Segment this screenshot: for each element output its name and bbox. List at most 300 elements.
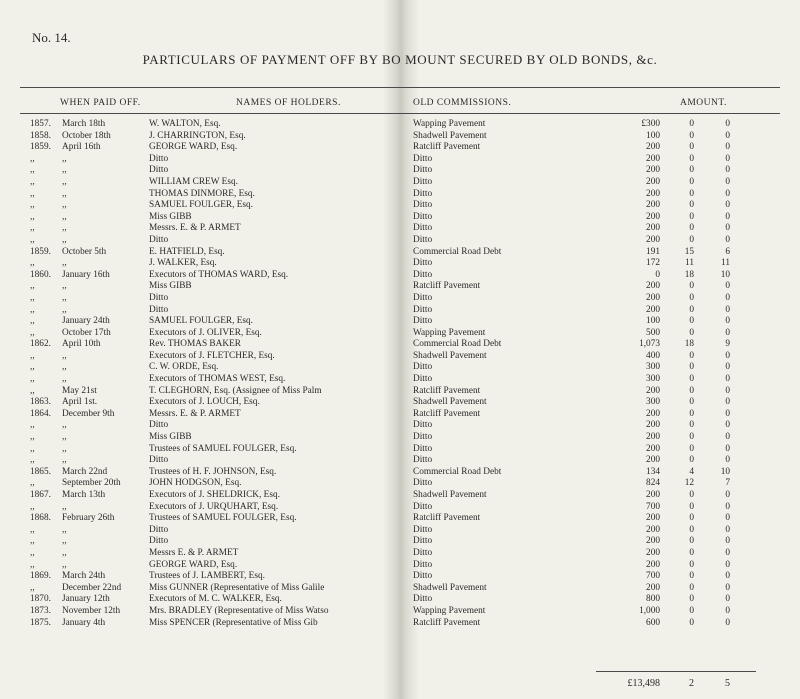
row-shillings: 15 [684, 246, 694, 257]
row-date: ,, [62, 501, 67, 512]
row-year: ,, [30, 478, 35, 489]
row-date: March 18th [62, 119, 106, 129]
row-holder-name: WILLIAM CREW Esq. [149, 176, 238, 187]
row-holder-name: Rev. THOMAS BAKER [149, 339, 241, 350]
row-year: ,, [30, 582, 35, 593]
table-row [0, 281, 800, 293]
row-pounds: 824 [646, 478, 660, 489]
row-pence: 0 [725, 432, 730, 443]
row-pounds: 200 [646, 547, 660, 558]
row-pence: 0 [725, 536, 730, 547]
row-date: ,, [62, 200, 67, 211]
row-pence: 0 [725, 362, 730, 373]
row-holder-name: Ditto [149, 420, 169, 431]
row-pounds: 700 [646, 501, 660, 512]
row-pounds: 134 [646, 466, 660, 477]
row-year: ,, [30, 455, 35, 466]
row-pence: 0 [725, 524, 730, 535]
table-row [0, 374, 800, 386]
row-pence: 0 [725, 211, 730, 222]
row-date: ,, [62, 536, 67, 547]
row-holder-name: Executors of J. FLETCHER, Esq. [149, 350, 275, 361]
row-pounds: 200 [646, 188, 660, 199]
row-pence: 6 [725, 246, 730, 257]
row-shillings: 0 [689, 455, 694, 466]
row-pence: 0 [725, 501, 730, 512]
row-commission: Ditto [413, 571, 433, 582]
row-pence: 0 [725, 617, 730, 628]
row-holder-name: Ditto [149, 165, 169, 176]
row-year: ,, [30, 316, 35, 327]
row-year: ,, [30, 420, 35, 431]
row-date: ,, [62, 420, 67, 431]
row-commission: Ditto [413, 547, 433, 558]
table-row [0, 293, 800, 305]
table-row [0, 223, 800, 235]
row-shillings: 18 [684, 339, 694, 350]
row-commission: Ditto [413, 374, 433, 385]
row-year: 1859. [30, 142, 51, 153]
row-pounds: £300 [641, 119, 660, 129]
table-row [0, 502, 800, 514]
row-pounds: 200 [646, 292, 660, 303]
row-pence: 0 [725, 350, 730, 361]
row-commission: Ditto [413, 153, 433, 164]
row-year: ,, [30, 188, 35, 199]
row-date: November 12th [62, 605, 121, 616]
row-pence: 0 [725, 130, 730, 141]
row-commission: Ditto [413, 188, 433, 199]
row-pence: 0 [725, 397, 730, 408]
row-year: ,, [30, 432, 35, 443]
row-holder-name: Mrs. BRADLEY (Representative of Miss Watso [149, 605, 329, 616]
row-pounds: 200 [646, 420, 660, 431]
row-pence: 0 [725, 408, 730, 419]
table-row [0, 478, 800, 490]
row-pence: 0 [725, 605, 730, 616]
table-row [0, 548, 800, 560]
row-shillings: 0 [689, 142, 694, 153]
row-date: ,, [62, 258, 67, 269]
row-commission: Ditto [413, 362, 433, 373]
row-pounds: 200 [646, 443, 660, 454]
row-pence: 10 [720, 269, 730, 280]
row-date: ,, [62, 350, 67, 361]
row-year: 1868. [30, 513, 51, 524]
row-pounds: 200 [646, 153, 660, 164]
row-holder-name: Executors of THOMAS WEST, Esq. [149, 374, 286, 385]
table-row [0, 467, 800, 479]
row-commission: Wapping Pavement [413, 327, 486, 338]
table-row [0, 200, 800, 212]
table-row [0, 583, 800, 595]
row-shillings: 18 [684, 269, 694, 280]
row-pounds: 191 [646, 246, 660, 257]
row-commission: Ditto [413, 594, 433, 605]
row-year: ,, [30, 281, 35, 292]
total-pence: 5 [725, 678, 730, 689]
row-commission: Commercial Road Debt [413, 466, 502, 477]
header-when: WHEN PAID OFF. [60, 98, 141, 108]
row-commission: Ditto [413, 200, 433, 211]
row-year: 1863. [30, 397, 51, 408]
row-holder-name: Executors of J. LOUCH, Esq. [149, 397, 260, 408]
row-pounds: 1,073 [639, 339, 660, 350]
row-shillings: 0 [689, 350, 694, 361]
row-date: ,, [62, 188, 67, 199]
table-row [0, 594, 800, 606]
row-holder-name: Ditto [149, 292, 169, 303]
row-shillings: 0 [689, 397, 694, 408]
row-year: ,, [30, 304, 35, 315]
row-pounds: 700 [646, 571, 660, 582]
row-holder-name: Ditto [149, 304, 169, 315]
row-date: January 4th [62, 617, 106, 628]
row-pounds: 400 [646, 350, 660, 361]
row-holder-name: Trustees of H. F. JOHNSON, Esq. [149, 466, 277, 477]
table-row [0, 490, 800, 502]
row-pence: 0 [725, 443, 730, 454]
payments-table [0, 119, 800, 629]
row-shillings: 0 [689, 153, 694, 164]
row-commission: Shadwell Pavement [413, 397, 487, 408]
table-row [0, 328, 800, 340]
row-date: ,, [62, 559, 67, 570]
row-holder-name: Executors of M. C. WALKER, Esq. [149, 594, 282, 605]
row-shillings: 4 [689, 466, 694, 477]
row-date: March 24th [62, 571, 106, 582]
row-pounds: 200 [646, 455, 660, 466]
row-commission: Commercial Road Debt [413, 246, 502, 257]
row-commission: Ditto [413, 269, 433, 280]
row-pounds: 200 [646, 234, 660, 245]
row-date: March 13th [62, 490, 106, 500]
table-row [0, 455, 800, 467]
row-pence: 0 [725, 385, 730, 396]
row-pence: 0 [725, 153, 730, 164]
row-commission: Ratcliff Pavement [413, 408, 481, 419]
row-pounds: 600 [646, 617, 660, 628]
row-pounds: 200 [646, 165, 660, 176]
header-names: NAMES OF HOLDERS. [236, 98, 341, 108]
row-holder-name: Ditto [149, 153, 169, 164]
row-shillings: 0 [689, 513, 694, 524]
row-commission: Shadwell Pavement [413, 582, 487, 593]
row-date: ,, [62, 281, 67, 292]
row-holder-name: Executors of J. URQUHART, Esq. [149, 501, 279, 512]
table-row [0, 305, 800, 317]
row-holder-name: Executors of THOMAS WARD, Esq. [149, 269, 289, 280]
row-year: ,, [30, 292, 35, 303]
table-row [0, 258, 800, 270]
row-commission: Ditto [413, 536, 433, 547]
row-date: September 20th [62, 478, 121, 489]
row-shillings: 0 [689, 559, 694, 570]
row-commission: Ditto [413, 165, 433, 176]
row-date: January 24th [62, 316, 110, 327]
row-shillings: 0 [689, 443, 694, 454]
row-date: ,, [62, 362, 67, 373]
row-pounds: 200 [646, 211, 660, 222]
row-date: ,, [62, 211, 67, 222]
row-pounds: 100 [646, 316, 660, 327]
row-shillings: 0 [689, 582, 694, 593]
row-holder-name: E. HATFIELD, Esq. [149, 246, 225, 257]
header-amount: AMOUNT. [680, 98, 727, 108]
row-year: ,, [30, 153, 35, 164]
table-row [0, 119, 800, 131]
row-pence: 0 [725, 119, 730, 129]
row-year: ,, [30, 211, 35, 222]
row-date: October 5th [62, 246, 107, 257]
row-commission: Ditto [413, 524, 433, 535]
row-year: ,, [30, 362, 35, 373]
table-row [0, 513, 800, 525]
row-shillings: 0 [689, 223, 694, 234]
row-year: ,, [30, 350, 35, 361]
table-row [0, 177, 800, 189]
row-pence: 11 [721, 258, 730, 269]
table-row [0, 270, 800, 282]
row-shillings: 0 [689, 304, 694, 315]
header-commissions: OLD COMMISSIONS. [413, 98, 512, 108]
row-date: April 1st. [62, 397, 98, 408]
row-shillings: 0 [689, 211, 694, 222]
total-shillings: 2 [689, 678, 694, 689]
row-year: ,, [30, 200, 35, 211]
row-year: 1869. [30, 571, 51, 582]
table-row [0, 351, 800, 363]
row-commission: Ditto [413, 443, 433, 454]
row-shillings: 0 [689, 594, 694, 605]
row-pounds: 200 [646, 223, 660, 234]
row-pence: 0 [725, 374, 730, 385]
row-shillings: 0 [689, 234, 694, 245]
table-row [0, 525, 800, 537]
row-date: February 26th [62, 513, 115, 524]
row-pounds: 300 [646, 362, 660, 373]
row-pence: 0 [725, 304, 730, 315]
row-holder-name: Ditto [149, 524, 169, 535]
row-holder-name: Messrs. E. & P. ARMET [149, 223, 241, 234]
row-date: October 18th [62, 130, 111, 141]
row-commission: Ditto [413, 455, 433, 466]
row-commission: Ratcliff Pavement [413, 617, 481, 628]
row-commission: Ditto [413, 559, 433, 570]
row-year: ,, [30, 559, 35, 570]
table-row [0, 618, 800, 630]
row-holder-name: J. CHARRINGTON, Esq. [149, 130, 246, 141]
row-date: October 17th [62, 327, 111, 338]
row-date: ,, [62, 292, 67, 303]
row-pence: 0 [725, 223, 730, 234]
row-pence: 0 [725, 281, 730, 292]
row-year: 1862. [30, 339, 51, 350]
row-pence: 0 [725, 559, 730, 570]
row-commission: Commercial Road Debt [413, 339, 502, 350]
row-commission: Wapping Pavement [413, 605, 486, 616]
row-year: ,, [30, 258, 35, 269]
table-row [0, 386, 800, 398]
row-pence: 0 [725, 234, 730, 245]
row-year: ,, [30, 385, 35, 396]
row-year: ,, [30, 223, 35, 234]
row-commission: Ratcliff Pavement [413, 513, 481, 524]
row-holder-name: Trustees of SAMUEL FOULGER, Esq. [149, 513, 297, 524]
row-shillings: 0 [689, 176, 694, 187]
table-row [0, 409, 800, 421]
row-holder-name: T. CLEGHORN, Esq. (Assignee of Miss Palm [149, 385, 322, 396]
row-pounds: 200 [646, 200, 660, 211]
row-pounds: 200 [646, 536, 660, 547]
row-holder-name: THOMAS DINMORE, Esq. [149, 188, 255, 199]
row-pounds: 200 [646, 490, 660, 500]
table-row [0, 571, 800, 583]
row-shillings: 0 [689, 420, 694, 431]
row-commission: Shadwell Pavement [413, 350, 487, 361]
row-holder-name: W. WALTON, Esq. [149, 119, 221, 129]
row-commission: Ditto [413, 223, 433, 234]
table-row [0, 142, 800, 154]
table-row [0, 362, 800, 374]
row-year: 1865. [30, 466, 51, 477]
row-commission: Wapping Pavement [413, 119, 486, 129]
row-pounds: 500 [646, 327, 660, 338]
row-year: ,, [30, 536, 35, 547]
row-shillings: 0 [689, 571, 694, 582]
row-year: 1858. [30, 130, 51, 141]
row-date: January 12th [62, 594, 110, 605]
row-pounds: 1,000 [639, 605, 660, 616]
row-year: 1867. [30, 490, 51, 500]
row-pence: 0 [725, 142, 730, 153]
row-pence: 7 [725, 478, 730, 489]
row-year: ,, [30, 176, 35, 187]
table-row [0, 154, 800, 166]
row-date: ,, [62, 455, 67, 466]
row-date: ,, [62, 443, 67, 454]
row-commission: Ditto [413, 304, 433, 315]
table-row [0, 247, 800, 259]
row-commission: Shadwell Pavement [413, 130, 487, 141]
row-pounds: 200 [646, 524, 660, 535]
row-commission: Ditto [413, 478, 433, 489]
row-holder-name: Messrs E. & P. ARMET [149, 547, 239, 558]
table-row [0, 536, 800, 548]
row-pence: 0 [725, 188, 730, 199]
row-commission: Ratcliff Pavement [413, 385, 481, 396]
row-pence: 0 [725, 176, 730, 187]
row-year: ,, [30, 547, 35, 558]
row-pounds: 300 [646, 374, 660, 385]
row-pence: 0 [725, 316, 730, 327]
row-year: ,, [30, 524, 35, 535]
row-pounds: 200 [646, 176, 660, 187]
table-row [0, 560, 800, 572]
total-rule [596, 671, 756, 672]
row-year: 1860. [30, 269, 51, 280]
row-pence: 0 [725, 455, 730, 466]
row-shillings: 0 [689, 165, 694, 176]
row-holder-name: Ditto [149, 234, 169, 245]
row-date: December 22nd [62, 582, 122, 593]
row-holder-name: Trustees of SAMUEL FOULGER, Esq. [149, 443, 297, 454]
row-date: ,, [62, 547, 67, 558]
table-row [0, 131, 800, 143]
row-pounds: 200 [646, 142, 660, 153]
row-pounds: 172 [646, 258, 660, 269]
row-shillings: 0 [689, 432, 694, 443]
row-date: ,, [62, 176, 67, 187]
row-shillings: 0 [689, 292, 694, 303]
row-holder-name: Executors of J. OLIVER, Esq. [149, 327, 262, 338]
row-date: December 9th [62, 408, 115, 419]
row-shillings: 0 [689, 385, 694, 396]
row-holder-name: Messrs. E. & P. ARMET [149, 408, 241, 419]
row-pounds: 300 [646, 397, 660, 408]
table-row [0, 339, 800, 351]
row-pence: 0 [725, 547, 730, 558]
table-row [0, 420, 800, 432]
row-pounds: 200 [646, 304, 660, 315]
row-pence: 0 [725, 582, 730, 593]
row-commission: Ditto [413, 292, 433, 303]
row-shillings: 0 [689, 374, 694, 385]
row-date: April 16th [62, 142, 101, 153]
table-row [0, 165, 800, 177]
row-commission: Shadwell Pavement [413, 490, 487, 500]
row-pence: 0 [725, 490, 730, 500]
table-row [0, 212, 800, 224]
row-holder-name: C. W. ORDE, Esq. [149, 362, 219, 373]
row-holder-name: SAMUEL FOULGER, Esq. [149, 200, 253, 211]
row-shillings: 0 [689, 200, 694, 211]
row-year: ,, [30, 374, 35, 385]
row-pence: 0 [725, 513, 730, 524]
header-rule-bottom [20, 113, 780, 114]
row-pounds: 200 [646, 582, 660, 593]
row-holder-name: Miss GIBB [149, 432, 192, 443]
row-commission: Ditto [413, 258, 433, 269]
row-date: ,, [62, 524, 67, 535]
row-date: ,, [62, 374, 67, 385]
row-pounds: 200 [646, 385, 660, 396]
row-pence: 0 [725, 200, 730, 211]
row-shillings: 0 [689, 408, 694, 419]
table-row [0, 397, 800, 409]
row-commission: Ditto [413, 501, 433, 512]
row-pounds: 200 [646, 559, 660, 570]
row-holder-name: Miss GUNNER (Representative of Miss Galile [149, 582, 325, 593]
row-date: March 22nd [62, 466, 108, 477]
row-year: 1859. [30, 246, 51, 257]
row-pence: 0 [725, 165, 730, 176]
row-pence: 0 [725, 420, 730, 431]
row-pence: 0 [725, 594, 730, 605]
row-holder-name: SAMUEL FOULGER, Esq. [149, 316, 253, 327]
row-commission: Ditto [413, 211, 433, 222]
row-holder-name: JOHN HODGSON, Esq. [149, 478, 242, 489]
document-number: No. 14. [32, 30, 71, 45]
row-holder-name: Miss SPENCER (Representative of Miss Gib [149, 617, 318, 628]
row-holder-name: Ditto [149, 455, 169, 466]
row-date: May 21st [62, 385, 97, 396]
table-row [0, 316, 800, 328]
row-shillings: 0 [689, 605, 694, 616]
document-title: PARTICULARS OF PAYMENT OFF BY BO MOUNT SECURED BY OLD BONDS, &c. [142, 52, 658, 67]
row-holder-name: Executors of J. SHELDRICK, Esq. [149, 490, 280, 500]
row-commission: Ditto [413, 432, 433, 443]
